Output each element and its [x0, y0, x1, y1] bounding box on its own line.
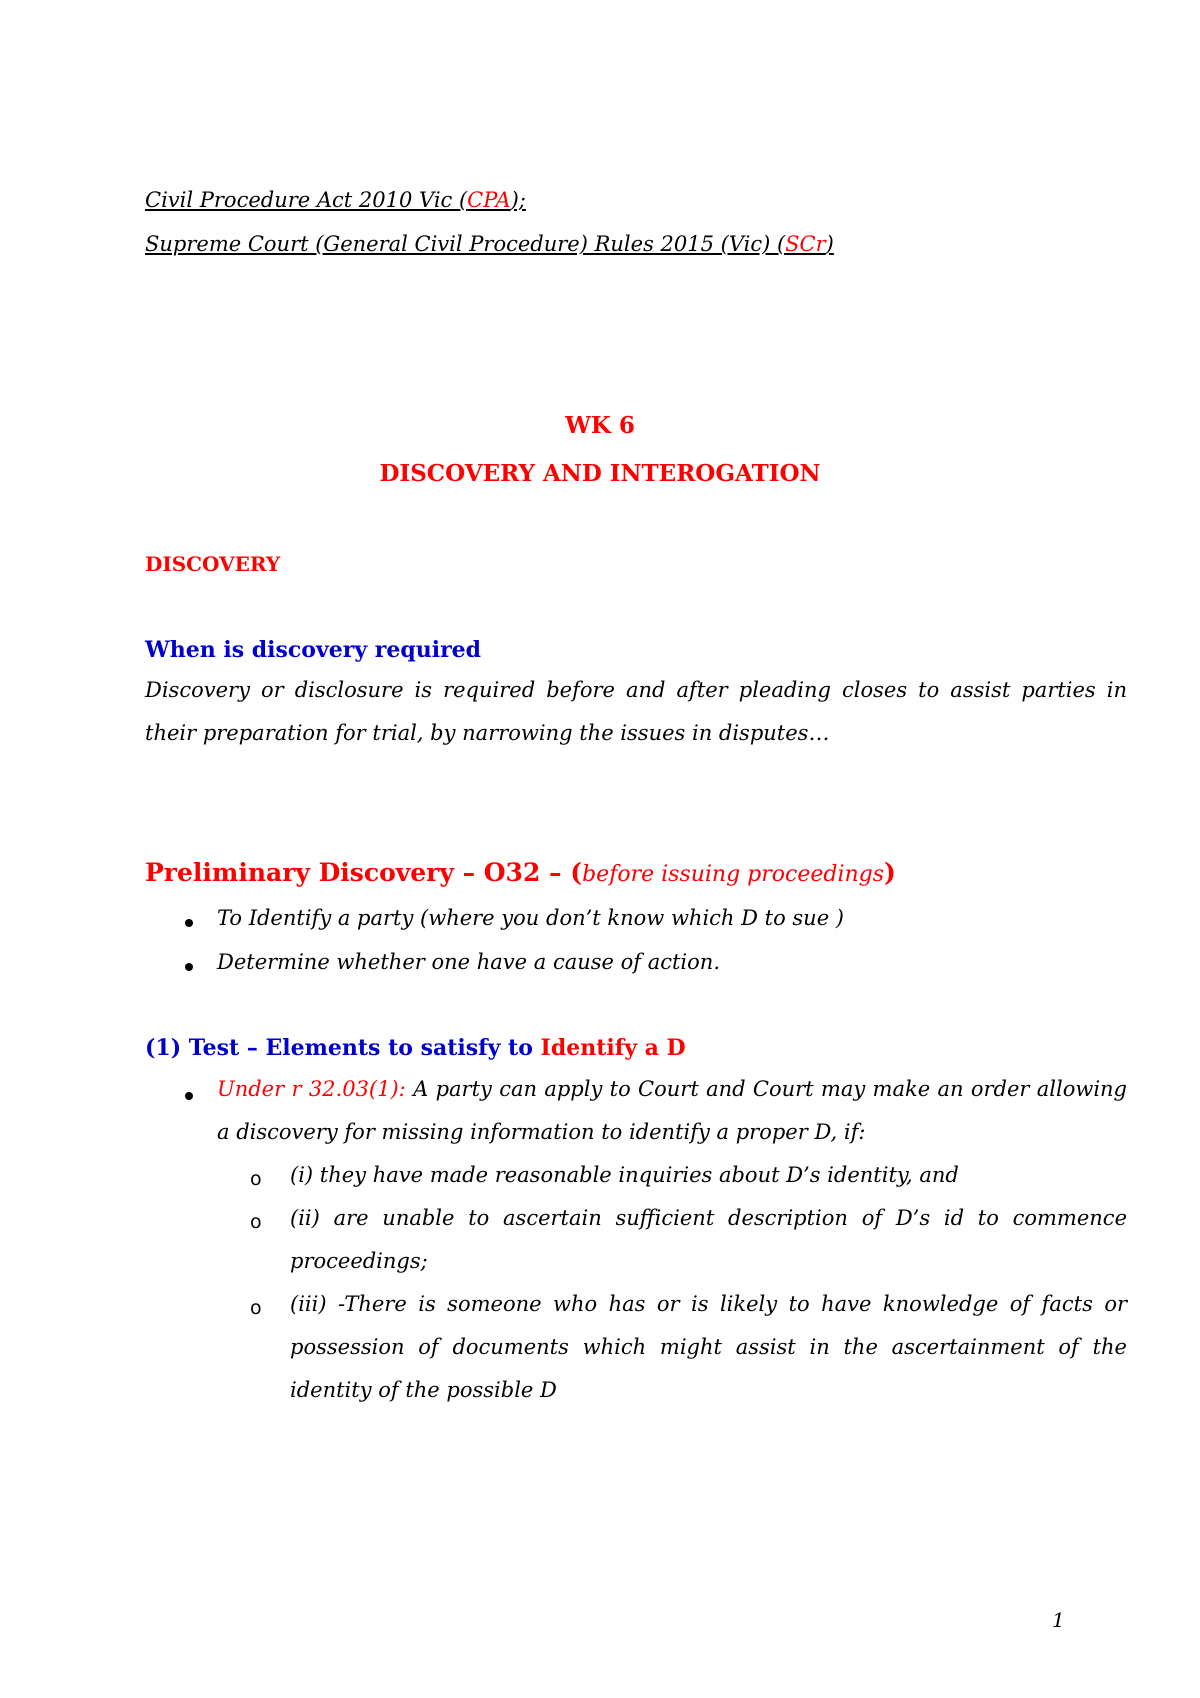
test-heading-part1: (1) Test –	[145, 1035, 266, 1061]
circle-bullet-icon: o	[250, 1297, 262, 1319]
bullet-icon	[185, 1092, 193, 1100]
reference-cpa	[145, 188, 526, 212]
bullet-icon	[185, 963, 193, 971]
rule-paragraph	[217, 1068, 1127, 1154]
reference-scr-abbr: SCr	[785, 232, 826, 256]
preliminary-bullet-2: Determine whether one have a cause of action.	[217, 950, 720, 974]
reference-cpa-title: Civil Procedure Act 2010 Vic (	[145, 188, 468, 212]
test-heading	[145, 1035, 686, 1061]
circle-bullet-icon: o	[250, 1168, 262, 1190]
week-heading: WK 6	[565, 412, 635, 439]
subitem-3: (iii) -There is someone who has or is likely to have knowledge of facts or possession of documents which might assist in the ascertainment of the identity of the possible D	[290, 1292, 1127, 1402]
reference-cpa-close: );	[510, 188, 526, 212]
preliminary-bullet-1: To Identify a party (where you don’t know which D to sue )	[217, 906, 844, 930]
subitem-1: (i) they have made reasonable inquiries about D’s identity, and	[290, 1163, 959, 1187]
reference-scr-close: )	[825, 232, 834, 256]
preliminary-discovery-heading	[145, 858, 896, 887]
reference-cpa-abbr: CPA	[467, 188, 511, 212]
page-number: 1	[1052, 1608, 1065, 1632]
rule-text: A party can apply to Court and Court may make an order allowing a discovery for missing information to identify a proper D, if:	[217, 1077, 1127, 1144]
when-required-title: When is discovery required	[145, 637, 482, 663]
preliminary-title-close: )	[884, 858, 896, 887]
preliminary-title-italic: before issuing proceedings	[582, 862, 885, 887]
when-required-body: Discovery or disclosure is required before and after pleading closes to assist parties in their preparation for trial, by narrowing the issues in disputes…	[145, 678, 1127, 745]
subitem-2: (ii) are unable to ascertain sufficient description of D’s id to commence proceedings;	[290, 1206, 1127, 1273]
rule-label: Under r 32.03(1):	[217, 1077, 406, 1101]
test-heading-part2: Elements to satisfy to	[265, 1035, 541, 1061]
preliminary-title: Preliminary Discovery – O32 – (	[145, 858, 583, 887]
reference-scr-title: Supreme Court (General Civil Procedure) Rules 2015 (Vic) (	[145, 232, 786, 256]
reference-scr	[145, 232, 834, 256]
section-heading: DISCOVERY	[145, 552, 281, 576]
topic-heading: DISCOVERY AND INTEROGATION	[379, 460, 821, 487]
bullet-icon	[185, 919, 193, 927]
circle-bullet-icon: o	[250, 1211, 262, 1233]
test-heading-part3: Identify a D	[540, 1035, 686, 1061]
